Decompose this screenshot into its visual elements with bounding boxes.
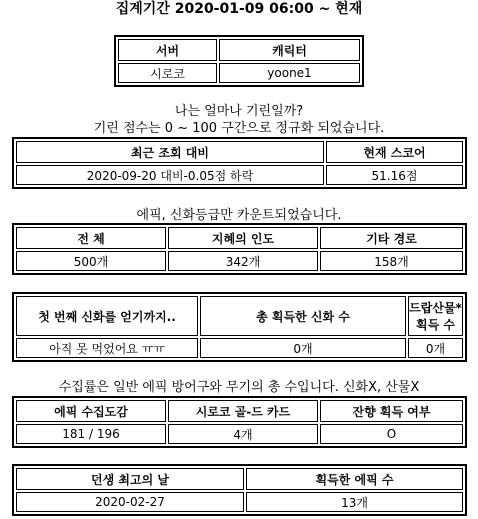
character-header: 캐릭터 (219, 39, 360, 61)
wisdom-guide-header: 지혜의 인도 (168, 227, 318, 249)
other-route-header: 기타 경로 (320, 227, 463, 249)
recent-compare-value: 2020-09-20 대비-0.05점 하락 (16, 165, 324, 185)
best-day-table (12, 464, 467, 516)
intro-explanation: 기린 점수는 0 ~ 100 구간으로 정규화 되었습니다. (93, 121, 385, 136)
first-mythic-header: 첫 번째 신화를 얻기까지.. (16, 296, 198, 336)
echo-value: O (320, 424, 463, 444)
other-route-value: 158개 (320, 251, 463, 271)
current-score-value: 51.16점 (326, 165, 463, 185)
epics-obtained-value: 13개 (246, 492, 463, 512)
server-value: 시로코 (118, 63, 217, 83)
total-mythic-header: 총 획득한 신화 수 (200, 296, 406, 336)
collection-note: 수집률은 일반 에픽 방어구와 무기의 총 수입니다. 신화X, 산물X (58, 380, 420, 395)
wisdom-guide-value: 342개 (168, 251, 318, 271)
best-day-header: 던생 최고의 날 (16, 468, 244, 490)
collection-table (12, 396, 467, 448)
best-day-value: 2020-02-27 (16, 492, 244, 512)
mythic-table (12, 292, 467, 362)
epics-obtained-header: 획득한 에픽 수 (246, 468, 463, 490)
total-mythic-value: 0개 (200, 338, 406, 358)
gold-card-value: 4개 (168, 424, 318, 444)
profile-table (114, 35, 364, 87)
current-score-header: 현재 스코어 (326, 141, 463, 163)
first-mythic-value: 아직 못 먹었어요 ㅠㅠ (16, 338, 198, 358)
intro-question: 나는 얼마나 기린일까? (174, 104, 304, 119)
epic-collection-header: 에픽 수집도감 (16, 400, 166, 422)
page-title: 집계기간 2020-01-09 06:00 ~ 현재 (115, 1, 363, 17)
epic-collection-value: 181 / 196 (16, 424, 166, 444)
recent-compare-header: 최근 조회 대비 (16, 141, 324, 163)
score-table (12, 137, 467, 189)
total-value: 500개 (16, 251, 166, 271)
epic-count-table (12, 223, 467, 275)
echo-header: 잔향 획득 여부 (320, 400, 463, 422)
total-header: 전 체 (16, 227, 166, 249)
drop-item-header: 드랍산물* 획득 수 (408, 296, 463, 336)
epic-count-note: 에픽, 신화등급만 카운트되었습니다. (136, 208, 342, 223)
drop-item-value: 0개 (408, 338, 463, 358)
character-value: yoone1 (219, 63, 360, 83)
gold-card-header: 시로코 골-드 카드 (168, 400, 318, 422)
server-header: 서버 (118, 39, 217, 61)
